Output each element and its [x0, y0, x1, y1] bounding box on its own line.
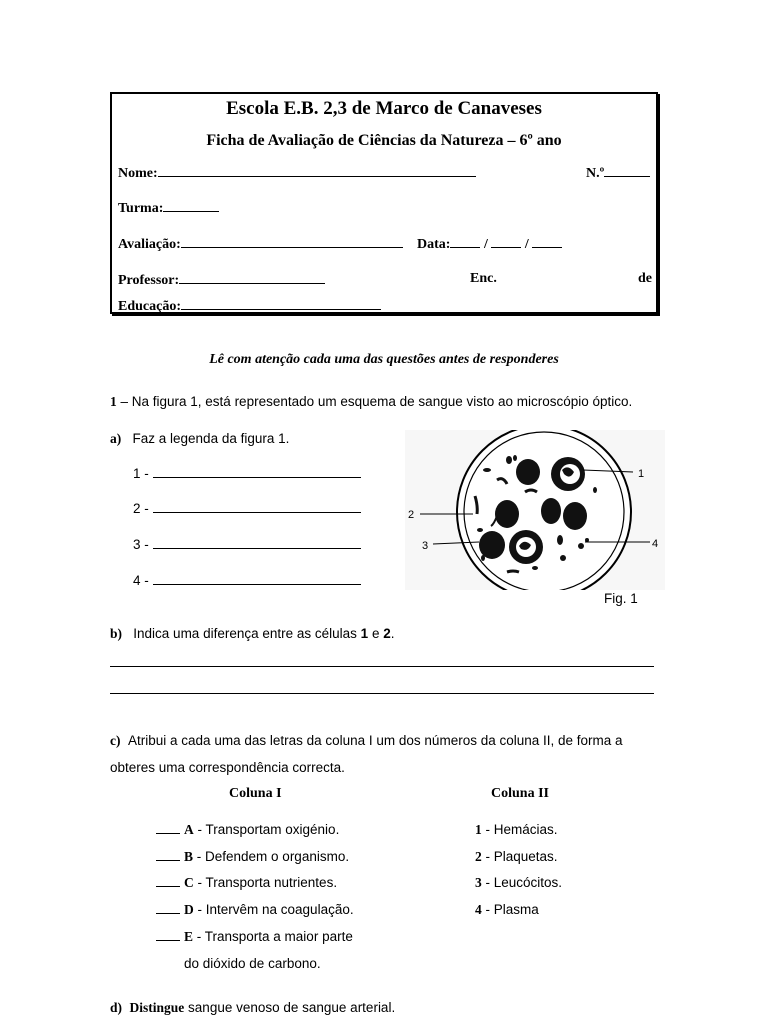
red-cell-5 — [479, 531, 505, 559]
date-field[interactable]: Data: / / — [417, 235, 562, 253]
name-label: Nome: — [118, 166, 158, 181]
col1-item-b[interactable]: B - Defendem o organismo. — [156, 849, 349, 865]
blood-figure — [405, 430, 665, 590]
col2-item-1: 1 - Hemácias. — [475, 822, 558, 837]
de-label: de — [638, 271, 652, 286]
col1-item-c[interactable]: C - Transporta nutrientes. — [156, 875, 337, 891]
column-1-title: Coluna I — [229, 786, 282, 801]
red-cell-1 — [516, 459, 540, 485]
question-d: d) Distingue sangue venoso de sangue arterial. — [110, 1000, 396, 1015]
class-field[interactable] — [118, 199, 219, 217]
header-box — [110, 92, 658, 314]
sheet-title: Ficha de Avaliação de Ciências da Natureza – 6º ano — [206, 132, 562, 149]
question-a: a) Faz a legenda da figura 1. — [110, 431, 290, 446]
fig-label-3: 3 — [422, 540, 429, 552]
legend-line-2[interactable]: 2 - — [133, 501, 361, 516]
col1-item-e-cont: do dióxido de carbono. — [184, 956, 321, 971]
legend-line-4[interactable]: 4 - — [133, 573, 361, 588]
col2-item-3: 3 - Leucócitos. — [475, 875, 563, 890]
date-label: Data: — [417, 237, 451, 252]
legend-line-3[interactable]: 3 - — [133, 537, 361, 552]
red-cell-4 — [495, 500, 519, 528]
question-b: b) Indica uma diferença entre as células 1 e 2. — [110, 626, 395, 641]
enc-label: Enc. — [470, 271, 497, 286]
teacher-field[interactable] — [118, 271, 325, 289]
number-label: N.º — [586, 166, 605, 181]
column-2-title: Coluna II — [491, 786, 549, 801]
fig-label-2: 2 — [408, 509, 415, 521]
question-c-line2: obteres uma correspondência correcta. — [110, 760, 345, 775]
number-field[interactable] — [586, 164, 650, 182]
legend-line-1[interactable]: 1 - — [133, 466, 361, 481]
question-c-line1: c) Atribui a cada uma das letras da coluna I um dos números da coluna II, de forma a — [110, 733, 623, 748]
col2-item-2: 2 - Plaquetas. — [475, 849, 558, 864]
school-name: Escola E.B. 2,3 de Marco de Canaveses — [226, 98, 542, 119]
col1-item-a[interactable]: A - Transportam oxigénio. — [156, 822, 339, 838]
name-field[interactable] — [118, 164, 476, 182]
col1-item-d[interactable]: D - Intervêm na coagulação. — [156, 902, 354, 918]
answer-line-b2[interactable] — [110, 693, 654, 694]
class-label: Turma: — [118, 201, 164, 216]
fig-label-4: 4 — [652, 538, 659, 550]
red-cell-3 — [563, 502, 587, 530]
question-1: 1 – Na figura 1, está representado um esquema de sangue visto ao microscópio óptico. — [110, 394, 633, 409]
grade-label: Avaliação: — [118, 237, 181, 252]
education-label: Educação: — [118, 299, 181, 314]
answer-line-b1[interactable] — [110, 666, 654, 667]
grade-field[interactable] — [118, 235, 403, 253]
teacher-label: Professor: — [118, 273, 180, 288]
col2-item-4: 4 - Plasma — [475, 902, 539, 917]
education-field[interactable] — [118, 297, 381, 315]
figure-caption: Fig. 1 — [604, 591, 638, 606]
red-cell-2 — [541, 498, 561, 524]
instruction-text: Lê com atenção cada uma das questões antes de responderes — [209, 352, 559, 367]
fig-label-1: 1 — [638, 468, 645, 480]
col1-item-e[interactable]: E - Transporta a maior parte — [156, 929, 353, 945]
